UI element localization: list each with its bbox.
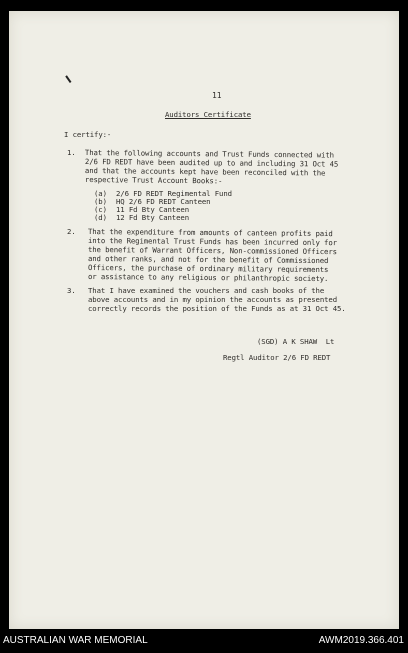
item-text: 11 Fd Bty Canteen (116, 205, 189, 214)
signature: (SGD) A K SHAW Lt (257, 337, 335, 346)
para1-line: and that the accounts kept have been reconciled with the (84, 166, 326, 178)
para1-line: 2/6 FD REDT have been audited up to and including 31 Oct 45 (84, 157, 339, 169)
para3-line: That I have examined the vouchers and cash books of the (88, 286, 325, 295)
item-letter: (c) (94, 205, 107, 214)
footer-bar (0, 629, 408, 653)
pen-mark (65, 73, 75, 83)
para2-line: That the expenditure from amounts of canteen profits paid (87, 227, 333, 239)
page-number: 11 (212, 91, 222, 100)
footer-source: AUSTRALIAN WAR MEMORIAL (3, 635, 148, 646)
item-letter: (b) (94, 197, 107, 206)
para1-line: respective Trust Account Books:- (84, 175, 223, 186)
para3-line: correctly records the position of the Funds as at 31 Oct 45. (88, 304, 346, 313)
item-letter: (a) (94, 189, 107, 198)
para1-number: 1. (67, 148, 76, 157)
para2-line: or assistance to any religious or philanthropic society. (87, 272, 329, 284)
item-letter: (d) (94, 213, 107, 222)
para2-number: 2. (67, 227, 76, 236)
para3-line: above accounts and in my opinion the accounts as presented (88, 295, 338, 304)
document-title: Auditors Certificate (165, 110, 251, 119)
item-text: HQ 2/6 FD REDT Canteen (116, 197, 211, 206)
certify-intro: I certify:- (64, 130, 112, 139)
para2-line: into the Regimental Trust Funds has been incurred only for (87, 236, 338, 248)
item-text: 12 Fd Bty Canteen (116, 213, 189, 222)
para2-line: and other ranks, and not for the benefit of Commissioned (87, 254, 329, 266)
para2-line: the benefit of Warrant Officers, Non-commissioned Officers (87, 245, 338, 257)
para2-line: Officers, the purchase of ordinary military requirements (87, 263, 329, 275)
item-text: 2/6 FD REDT Regimental Fund (116, 189, 232, 198)
footer-accession-number: AWM2019.366.401 (318, 635, 404, 646)
signature-role: Regtl Auditor 2/6 FD REDT (223, 353, 331, 362)
para3-number: 3. (67, 286, 76, 295)
para1-line: That the following accounts and Trust Funds connected with (84, 148, 335, 160)
document-page (9, 11, 399, 629)
